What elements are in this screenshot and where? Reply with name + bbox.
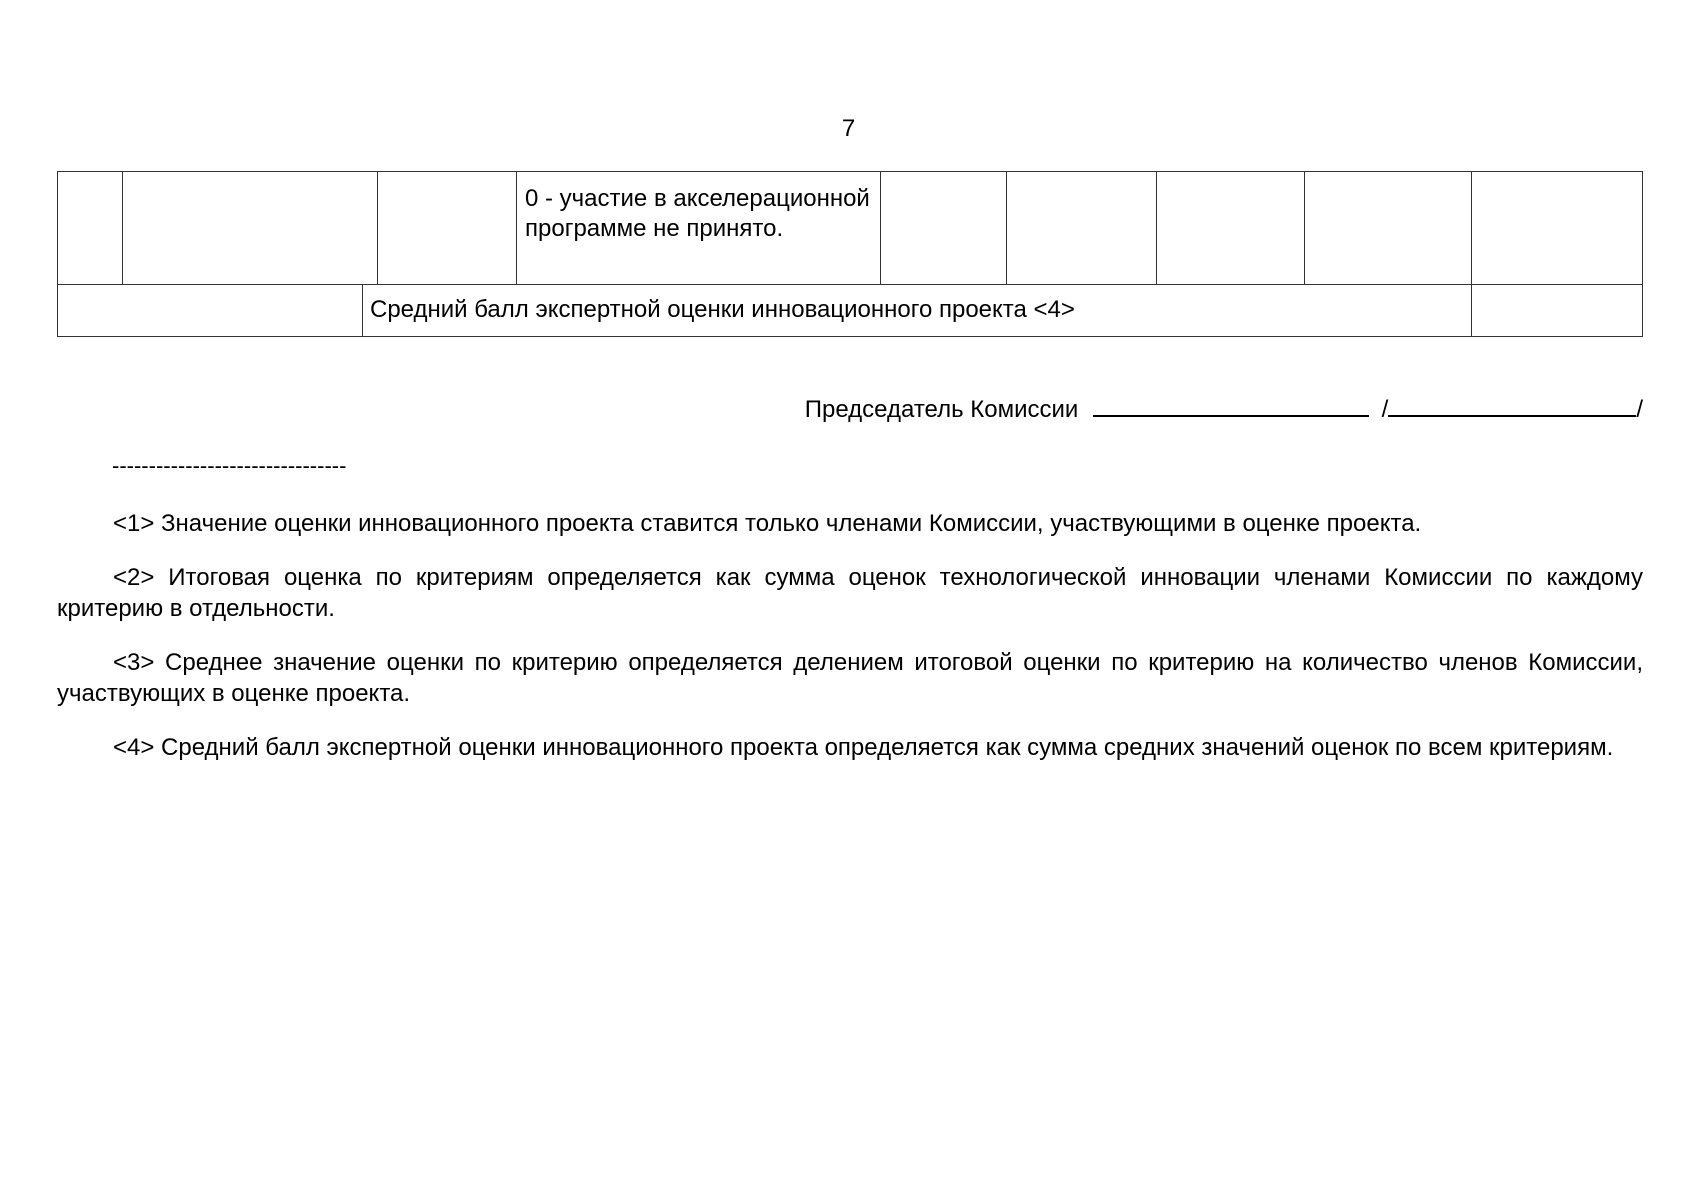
table-cell	[880, 171, 1007, 285]
footnote-3: <3> Среднее значение оценки по критерию определяется делением итоговой оценки по критерию на количество членов Комиссии, участвующих в оценке проекта.	[57, 649, 1643, 707]
chairman-signature	[805, 393, 1643, 424]
table-cell	[377, 171, 517, 285]
page-number: 7	[841, 115, 856, 142]
average-score-label: Средний балл экспертной оценки инновационного проекта <4>	[370, 296, 1075, 323]
footnote-1: <1> Значение оценки инновационного проекта ставится только членами Комиссии, участвующими в оценке проекта.	[113, 510, 1422, 537]
table-cell	[1156, 171, 1305, 285]
signature-line	[1093, 393, 1369, 417]
table-cell	[57, 284, 363, 337]
table-cell	[57, 171, 123, 285]
table-cell	[1006, 171, 1157, 285]
footnote-2: <2> Итоговая оценка по критериям определяется как сумма оценок технологической инновации членами Комиссии по каждому критерию в отдельности.	[57, 564, 1643, 622]
chairman-label: Председатель Комиссии	[804, 396, 1079, 423]
criteria-text: 0 - участие в акселерационной программе не принято.	[525, 185, 870, 242]
name-line	[1388, 393, 1636, 417]
footnote-separator: --------------------------------	[112, 453, 347, 478]
table-cell-criteria-text	[516, 171, 881, 285]
evaluation-table	[57, 171, 1643, 337]
table-cell-average-score-value	[1471, 284, 1643, 337]
slash: /	[1636, 396, 1643, 423]
table-cell-average-score-label	[362, 284, 1472, 337]
table-cell	[122, 171, 378, 285]
slash: /	[1381, 396, 1389, 423]
footnote-4: <4> Средний балл экспертной оценки инновационного проекта определяется как сумма средних значений оценок по всем критериям.	[113, 734, 1614, 761]
table-cell	[1304, 171, 1472, 285]
table-cell	[1471, 171, 1643, 285]
